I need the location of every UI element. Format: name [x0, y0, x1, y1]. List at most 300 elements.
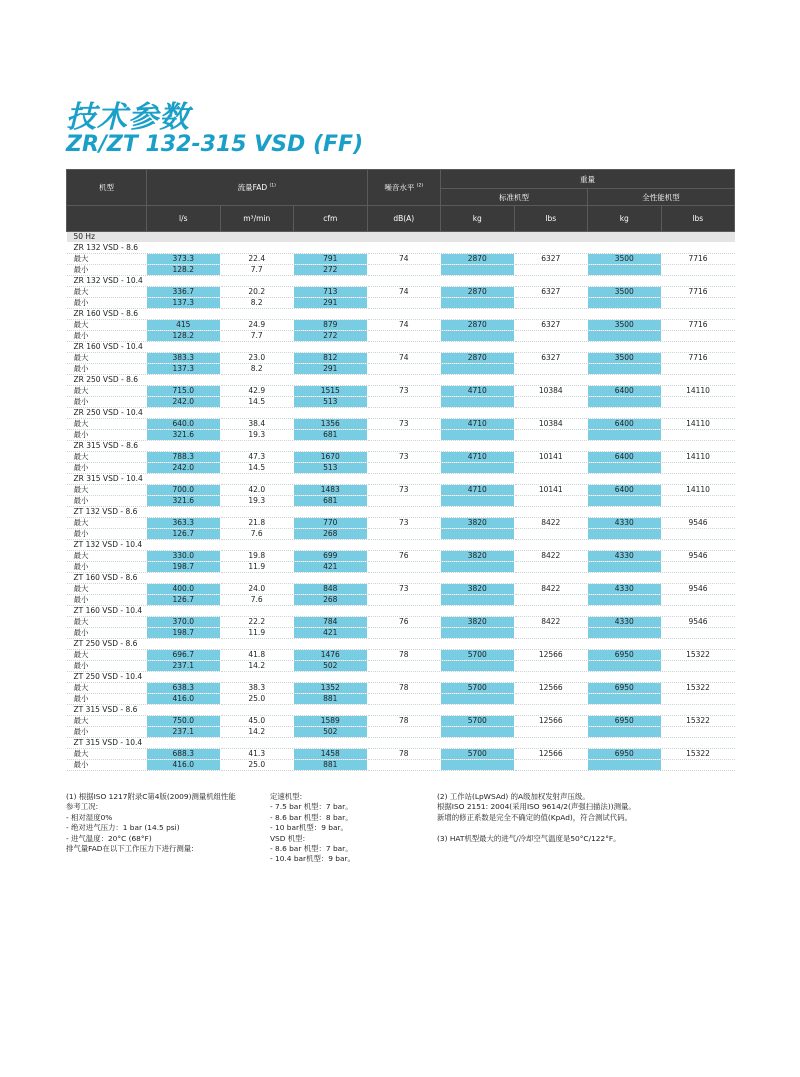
value-cell: 2870 [441, 287, 515, 298]
min-label: 最小 [67, 760, 147, 771]
value-cell: 9546 [661, 518, 735, 529]
unit-header: kg [441, 206, 515, 232]
value-cell [588, 463, 662, 474]
footnote-line: - 8.6 bar 机型：8 bar。 [270, 812, 353, 822]
footnote-line: VSD 机型: [270, 833, 306, 843]
model-name: ZR 250 VSD - 10.4 [67, 408, 147, 419]
value-cell: 78 [367, 650, 441, 661]
value-cell: 681 [294, 430, 368, 441]
value-cell: 74 [367, 353, 441, 364]
value-cell [588, 661, 662, 672]
value-cell: 20.2 [220, 287, 294, 298]
value-cell: 881 [294, 694, 368, 705]
value-cell: 6327 [514, 287, 588, 298]
min-row [67, 364, 735, 375]
value-cell: 1458 [294, 749, 368, 760]
value-cell [441, 529, 515, 540]
max-row [67, 716, 735, 727]
value-cell: 10384 [514, 419, 588, 430]
value-cell: 73 [367, 518, 441, 529]
value-cell: 24.0 [220, 584, 294, 595]
max-label: 最大 [67, 551, 147, 562]
value-cell: 12566 [514, 749, 588, 760]
value-cell: 373.3 [147, 254, 221, 265]
value-cell: 10141 [514, 452, 588, 463]
footnote-line: (2) 工作站(LpWSAd) 的A级加权发射声压级。 [437, 792, 590, 801]
value-cell [441, 298, 515, 309]
min-label: 最小 [67, 727, 147, 738]
unit-header-empty [67, 206, 147, 232]
value-cell: 7716 [661, 287, 735, 298]
model-name: ZT 132 VSD - 10.4 [67, 540, 147, 551]
value-cell: 7.6 [220, 529, 294, 540]
model-row [67, 408, 735, 419]
value-cell [588, 364, 662, 375]
value-cell: 198.7 [147, 628, 221, 639]
min-label: 最小 [67, 265, 147, 276]
value-cell: 700.0 [147, 485, 221, 496]
value-cell: 38.4 [220, 419, 294, 430]
value-cell: 242.0 [147, 463, 221, 474]
value-cell: 23.0 [220, 353, 294, 364]
model-name: ZT 160 VSD - 10.4 [67, 606, 147, 617]
value-cell: 4330 [588, 551, 662, 562]
max-label: 最大 [67, 617, 147, 628]
value-cell [661, 331, 735, 342]
value-cell [514, 562, 588, 573]
max-row [67, 452, 735, 463]
value-cell [514, 364, 588, 375]
value-cell: 78 [367, 749, 441, 760]
footnote-line: 新增的修正系数是完全不确定的值(KpAd)，符合测试代码。 [437, 812, 632, 822]
max-row [67, 386, 735, 397]
min-label: 最小 [67, 463, 147, 474]
value-cell: 76 [367, 617, 441, 628]
value-cell: 14110 [661, 386, 735, 397]
max-row [67, 353, 735, 364]
value-cell [588, 298, 662, 309]
value-cell [441, 727, 515, 738]
value-cell: 5700 [441, 716, 515, 727]
max-label: 最大 [67, 683, 147, 694]
value-cell: 6400 [588, 452, 662, 463]
value-cell: 3820 [441, 617, 515, 628]
value-cell: 14.5 [220, 397, 294, 408]
footnote-line: 参考工况: [66, 802, 99, 812]
value-cell: 78 [367, 683, 441, 694]
value-cell: 272 [294, 331, 368, 342]
value-cell: 791 [294, 254, 368, 265]
value-cell [588, 496, 662, 507]
value-cell: 42.9 [220, 386, 294, 397]
value-cell [514, 595, 588, 606]
value-cell [661, 562, 735, 573]
value-cell: 19.3 [220, 430, 294, 441]
value-cell: 291 [294, 298, 368, 309]
value-cell: 11.9 [220, 562, 294, 573]
value-cell [441, 331, 515, 342]
value-cell: 198.7 [147, 562, 221, 573]
value-cell [367, 397, 441, 408]
value-cell [661, 463, 735, 474]
value-cell [367, 760, 441, 771]
max-row [67, 749, 735, 760]
max-label: 最大 [67, 320, 147, 331]
value-cell: 14110 [661, 452, 735, 463]
value-cell [661, 529, 735, 540]
value-cell: 73 [367, 419, 441, 430]
footnote-line: 根据ISO 2151: 2004(采用ISO 9614/2(声强扫描法))测量。 [437, 802, 636, 812]
value-cell: 11.9 [220, 628, 294, 639]
value-cell [661, 760, 735, 771]
value-cell: 73 [367, 485, 441, 496]
value-cell: 6400 [588, 419, 662, 430]
max-row [67, 287, 735, 298]
value-cell: 242.0 [147, 397, 221, 408]
value-cell [441, 265, 515, 276]
value-cell: 4710 [441, 386, 515, 397]
value-cell: 25.0 [220, 760, 294, 771]
model-name: ZT 250 VSD - 10.4 [67, 672, 147, 683]
value-cell [367, 727, 441, 738]
value-cell [441, 496, 515, 507]
max-row [67, 584, 735, 595]
value-cell: 10384 [514, 386, 588, 397]
max-label: 最大 [67, 254, 147, 265]
value-cell: 45.0 [220, 716, 294, 727]
value-cell: 3820 [441, 584, 515, 595]
max-label: 最大 [67, 485, 147, 496]
min-row [67, 595, 735, 606]
model-name: ZR 315 VSD - 10.4 [67, 474, 147, 485]
value-cell: 41.8 [220, 650, 294, 661]
value-cell: 1515 [294, 386, 368, 397]
max-label: 最大 [67, 353, 147, 364]
value-cell [588, 529, 662, 540]
value-cell [441, 595, 515, 606]
value-cell: 1483 [294, 485, 368, 496]
model-name: ZT 250 VSD - 8.6 [67, 639, 147, 650]
unit-header: m³/min [220, 206, 294, 232]
min-row [67, 496, 735, 507]
value-cell [514, 529, 588, 540]
value-cell: 19.8 [220, 551, 294, 562]
min-row [67, 694, 735, 705]
fad-header: 流量FAD $^{(1)}$ [147, 170, 368, 206]
value-cell: 5700 [441, 683, 515, 694]
model-row [67, 705, 735, 716]
footnote-line: (3) HAT机型最大的进气/冷却空气温度是50°C/122°F。 [437, 833, 621, 843]
value-cell: 879 [294, 320, 368, 331]
value-cell: 3820 [441, 518, 515, 529]
value-cell: 126.7 [147, 595, 221, 606]
value-cell: 12566 [514, 650, 588, 661]
min-row [67, 760, 735, 771]
value-cell: 848 [294, 584, 368, 595]
value-cell: 3500 [588, 353, 662, 364]
value-cell [514, 463, 588, 474]
value-cell: 7.7 [220, 265, 294, 276]
noise-header: 噪音水平 $^{(2)}$ [367, 170, 441, 206]
model-name: ZR 160 VSD - 8.6 [67, 309, 147, 320]
value-cell: 10141 [514, 485, 588, 496]
value-cell [514, 760, 588, 771]
value-cell: 502 [294, 727, 368, 738]
value-cell [367, 661, 441, 672]
value-cell: 8422 [514, 518, 588, 529]
unit-header: lbs [514, 206, 588, 232]
value-cell: 2870 [441, 320, 515, 331]
value-cell: 336.7 [147, 287, 221, 298]
min-label: 最小 [67, 595, 147, 606]
value-cell: 15322 [661, 683, 735, 694]
value-cell: 400.0 [147, 584, 221, 595]
value-cell: 3500 [588, 287, 662, 298]
value-cell [588, 562, 662, 573]
value-cell: 15322 [661, 749, 735, 760]
value-cell [588, 331, 662, 342]
value-cell: 421 [294, 562, 368, 573]
max-label: 最大 [67, 287, 147, 298]
max-row [67, 320, 735, 331]
value-cell: 770 [294, 518, 368, 529]
value-cell: 19.3 [220, 496, 294, 507]
value-cell: 15322 [661, 650, 735, 661]
model-row [67, 738, 735, 749]
value-cell: 128.2 [147, 265, 221, 276]
value-cell: 9546 [661, 617, 735, 628]
model-row [67, 507, 735, 518]
value-cell: 6327 [514, 320, 588, 331]
value-cell: 25.0 [220, 694, 294, 705]
max-label: 最大 [67, 518, 147, 529]
value-cell: 4710 [441, 419, 515, 430]
value-cell: 268 [294, 595, 368, 606]
value-cell: 7716 [661, 320, 735, 331]
page-title: 技术参数 [66, 100, 190, 135]
footnote-col1 [66, 792, 236, 854]
value-cell: 513 [294, 397, 368, 408]
max-label: 最大 [67, 419, 147, 430]
model-row [67, 672, 735, 683]
value-cell: 268 [294, 529, 368, 540]
value-cell [514, 397, 588, 408]
value-cell: 12566 [514, 683, 588, 694]
model-name: ZR 132 VSD - 10.4 [67, 276, 147, 287]
model-name: ZT 132 VSD - 8.6 [67, 507, 147, 518]
value-cell: 363.3 [147, 518, 221, 529]
value-cell: 1356 [294, 419, 368, 430]
value-cell: 1589 [294, 716, 368, 727]
min-row [67, 628, 735, 639]
value-cell [514, 661, 588, 672]
value-cell [514, 496, 588, 507]
model-row [67, 540, 735, 551]
value-cell: 1670 [294, 452, 368, 463]
model-name: ZR 160 VSD - 10.4 [67, 342, 147, 353]
min-row [67, 397, 735, 408]
value-cell [367, 298, 441, 309]
value-cell [588, 727, 662, 738]
value-cell: 688.3 [147, 749, 221, 760]
model-row [67, 606, 735, 617]
value-cell: 6400 [588, 386, 662, 397]
value-cell [588, 595, 662, 606]
value-cell: 421 [294, 628, 368, 639]
value-cell: 14.2 [220, 727, 294, 738]
value-cell: 3500 [588, 320, 662, 331]
value-cell [661, 364, 735, 375]
max-row [67, 254, 735, 265]
value-cell [441, 628, 515, 639]
value-cell: 784 [294, 617, 368, 628]
value-cell: 6950 [588, 749, 662, 760]
value-cell: 22.2 [220, 617, 294, 628]
value-cell: 237.1 [147, 661, 221, 672]
value-cell [367, 529, 441, 540]
value-cell [588, 397, 662, 408]
value-cell [367, 463, 441, 474]
value-cell [367, 595, 441, 606]
full-model-header: 全性能机型 [588, 189, 735, 206]
value-cell: 2870 [441, 353, 515, 364]
value-cell: 137.3 [147, 364, 221, 375]
value-cell: 6327 [514, 353, 588, 364]
min-row [67, 727, 735, 738]
value-cell: 74 [367, 254, 441, 265]
value-cell [441, 661, 515, 672]
footnote-line [437, 823, 636, 833]
value-cell: 6950 [588, 716, 662, 727]
max-row [67, 650, 735, 661]
footnote-line: (1) 根据ISO 1217附录C第4版(2009)测量机组性能 [66, 792, 236, 801]
value-cell [514, 331, 588, 342]
value-cell: 7.7 [220, 331, 294, 342]
footnote-col2 [270, 792, 355, 865]
value-cell: 137.3 [147, 298, 221, 309]
value-cell: 699 [294, 551, 368, 562]
value-cell: 7716 [661, 353, 735, 364]
value-cell: 291 [294, 364, 368, 375]
value-cell: 321.6 [147, 496, 221, 507]
value-cell [367, 364, 441, 375]
value-cell: 5700 [441, 749, 515, 760]
value-cell: 24.9 [220, 320, 294, 331]
footnote-line: - 绝对进气压力：1 bar (14.5 psi) [66, 823, 180, 833]
value-cell: 73 [367, 584, 441, 595]
value-cell: 74 [367, 287, 441, 298]
value-cell: 640.0 [147, 419, 221, 430]
value-cell: 6950 [588, 650, 662, 661]
value-cell: 370.0 [147, 617, 221, 628]
footnote-line: - 相对湿度0% [66, 812, 113, 822]
min-label: 最小 [67, 694, 147, 705]
value-cell: 3820 [441, 551, 515, 562]
value-cell [367, 694, 441, 705]
value-cell: 78 [367, 716, 441, 727]
value-cell [661, 595, 735, 606]
max-row [67, 518, 735, 529]
max-row [67, 419, 735, 430]
value-cell: 3500 [588, 254, 662, 265]
footnote-line: 定速机型: [270, 792, 303, 801]
model-row [67, 639, 735, 650]
min-row [67, 430, 735, 441]
value-cell: 126.7 [147, 529, 221, 540]
value-cell [514, 727, 588, 738]
value-cell [367, 430, 441, 441]
min-label: 最小 [67, 661, 147, 672]
value-cell: 4330 [588, 617, 662, 628]
page-subtitle: ZR/ZT 132-315 VSD (FF) [66, 132, 364, 157]
model-row [67, 441, 735, 452]
value-cell [441, 397, 515, 408]
value-cell [441, 430, 515, 441]
model-row [67, 474, 735, 485]
value-cell: 1476 [294, 650, 368, 661]
model-name: ZT 315 VSD - 8.6 [67, 705, 147, 716]
value-cell [661, 496, 735, 507]
value-cell: 321.6 [147, 430, 221, 441]
std-model-header: 标准机型 [441, 189, 588, 206]
max-label: 最大 [67, 749, 147, 760]
value-cell: 1352 [294, 683, 368, 694]
value-cell: 330.0 [147, 551, 221, 562]
value-cell: 750.0 [147, 716, 221, 727]
min-row [67, 331, 735, 342]
value-cell: 74 [367, 320, 441, 331]
model-name: ZR 132 VSD - 8.6 [67, 243, 147, 254]
value-cell: 9546 [661, 551, 735, 562]
value-cell: 513 [294, 463, 368, 474]
value-cell [441, 562, 515, 573]
value-cell: 8422 [514, 551, 588, 562]
min-row [67, 529, 735, 540]
value-cell: 73 [367, 452, 441, 463]
model-row [67, 243, 735, 254]
value-cell: 4710 [441, 485, 515, 496]
value-cell: 5700 [441, 650, 515, 661]
max-label: 最大 [67, 584, 147, 595]
value-cell: 383.3 [147, 353, 221, 364]
value-cell: 22.4 [220, 254, 294, 265]
spec-table [66, 169, 735, 771]
value-cell: 715.0 [147, 386, 221, 397]
footnote-line: - 7.5 bar 机型：7 bar。 [270, 802, 353, 812]
max-row [67, 485, 735, 496]
value-cell: 788.3 [147, 452, 221, 463]
max-row [67, 617, 735, 628]
value-cell: 42.0 [220, 485, 294, 496]
min-label: 最小 [67, 529, 147, 540]
footnote-line: 排气量FAD在以下工作压力下进行测量: [66, 844, 194, 854]
min-label: 最小 [67, 298, 147, 309]
value-cell [367, 265, 441, 276]
value-cell: 41.3 [220, 749, 294, 760]
value-cell [588, 760, 662, 771]
value-cell: 416.0 [147, 760, 221, 771]
min-label: 最小 [67, 397, 147, 408]
model-name: ZR 250 VSD - 8.6 [67, 375, 147, 386]
value-cell: 2870 [441, 254, 515, 265]
value-cell: 696.7 [147, 650, 221, 661]
model-row [67, 309, 735, 320]
value-cell [588, 265, 662, 276]
footnote-line: - 进气温度：20°C (68°F) [66, 833, 152, 843]
value-cell: 7716 [661, 254, 735, 265]
value-cell: 713 [294, 287, 368, 298]
footnote-line: - 10.4 bar机型：9 bar。 [270, 854, 355, 864]
